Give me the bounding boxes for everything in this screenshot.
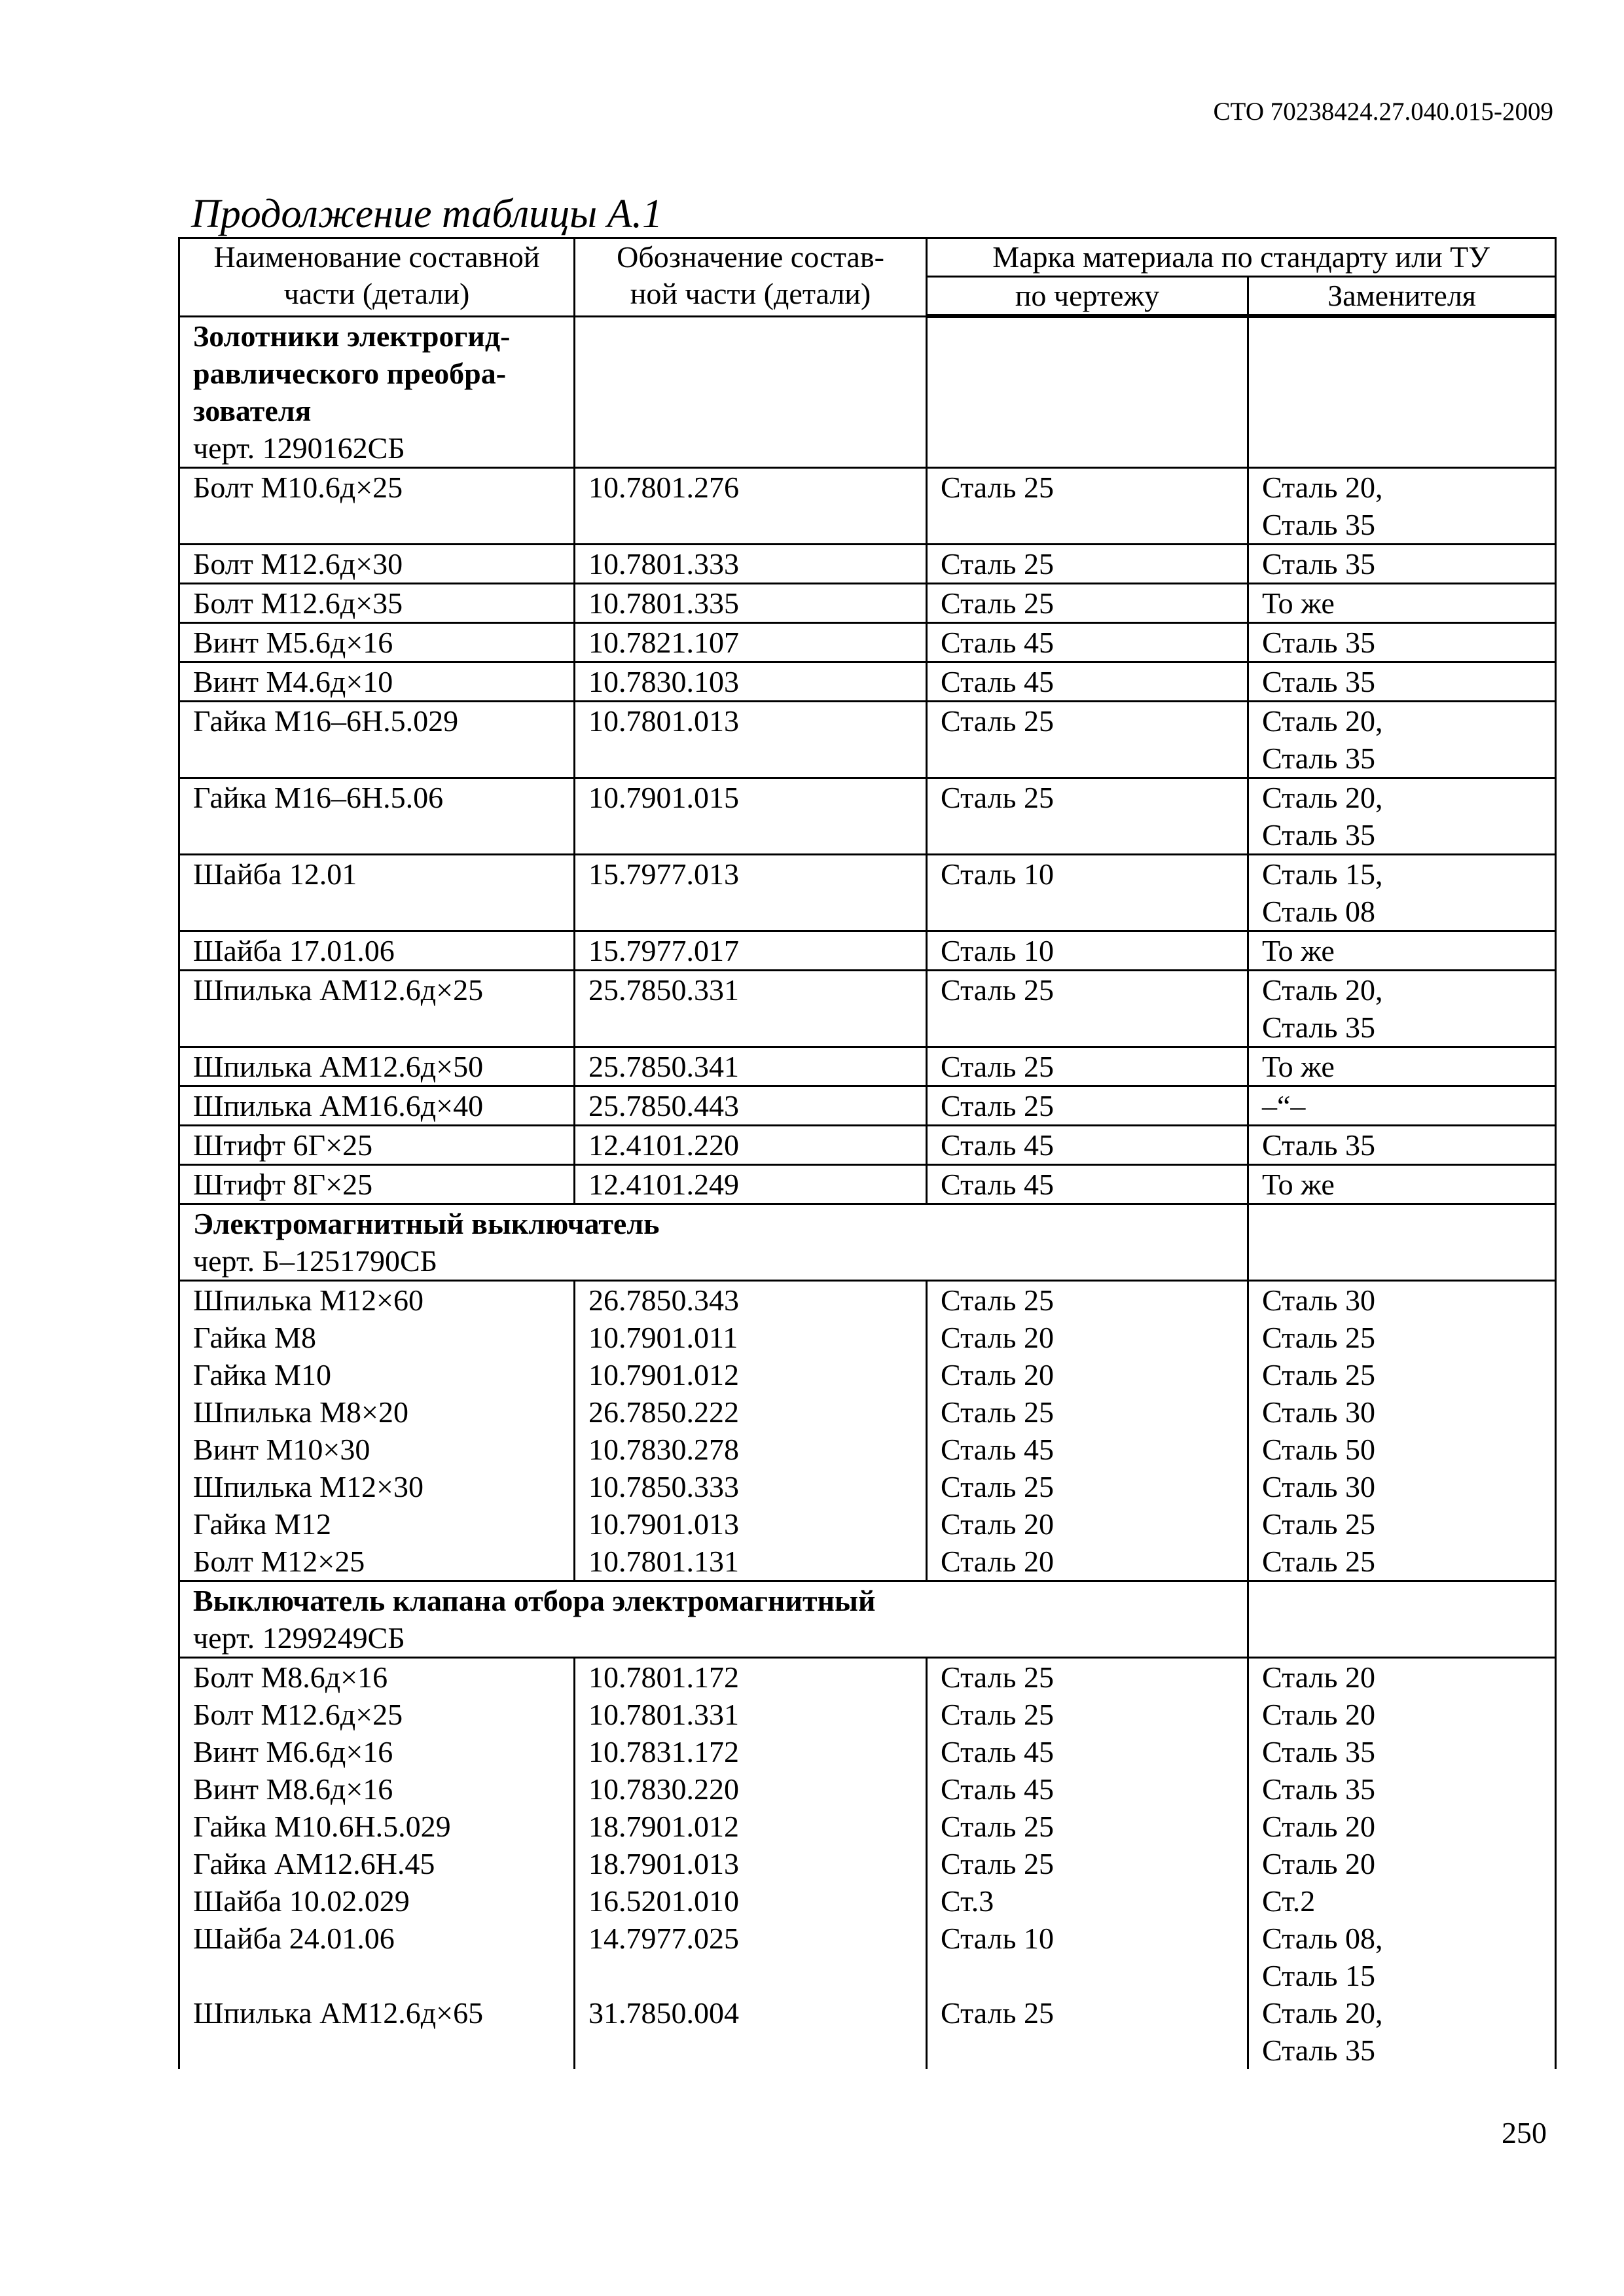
table-cell: То же <box>1248 1164 1556 1204</box>
table-row <box>179 1657 1556 1696</box>
table-cell: Сталь 20 <box>1248 1657 1556 1696</box>
table-cell: Гайка М16–6Н.5.029 <box>179 701 575 778</box>
table-cell: 10.7830.220 <box>575 1770 927 1808</box>
table-cell: Штифт 8Г×25 <box>179 1164 575 1204</box>
table-row <box>179 931 1556 970</box>
table-cell: Сталь 20 <box>927 1356 1248 1393</box>
table-row <box>179 1543 1556 1581</box>
table-row <box>179 1356 1556 1393</box>
table-cell: 25.7850.331 <box>575 970 927 1047</box>
table-cell: Сталь 15, Сталь 08 <box>1248 854 1556 931</box>
table-cell: Сталь 25 <box>927 1280 1248 1319</box>
table-cell: 31.7850.004 <box>575 1994 927 2069</box>
table-cell: 10.7801.131 <box>575 1543 927 1581</box>
table-cell: Сталь 10 <box>927 854 1248 931</box>
table-cell: 26.7850.222 <box>575 1393 927 1431</box>
table-cell: 10.7801.335 <box>575 583 927 622</box>
table-cell: Сталь 25 <box>1248 1505 1556 1543</box>
table-cell: Гайка М16–6Н.5.06 <box>179 778 575 854</box>
table-cell: 10.7801.333 <box>575 544 927 583</box>
table-cell: Сталь 25 <box>927 1047 1248 1086</box>
table-cell: Гайка М10.6Н.5.029 <box>179 1808 575 1845</box>
table-cell: Сталь 20 <box>927 1543 1248 1581</box>
table-row <box>179 1696 1556 1733</box>
table-row <box>179 1994 1556 2069</box>
table-cell: Болт М12.6д×30 <box>179 544 575 583</box>
header-part-name: Наименование составной части (детали) <box>179 238 575 317</box>
table-cell: Сталь 08, Сталь 15 <box>1248 1920 1556 1994</box>
section-header: Золотники электрогид- равлического преобра- зователя черт. 1290162СБ <box>179 316 1556 467</box>
table-cell: Сталь 20, Сталь 35 <box>1248 467 1556 544</box>
table-cell: Шайба 10.02.029 <box>179 1882 575 1920</box>
table-cell: 25.7850.443 <box>575 1086 927 1125</box>
table-cell: Шпилька АМ12.6д×65 <box>179 1994 575 2069</box>
table-cell: 10.7850.333 <box>575 1468 927 1505</box>
table-cell: Сталь 20 <box>1248 1696 1556 1733</box>
table-cell: Сталь 25 <box>927 1086 1248 1125</box>
section-header: Выключатель клапана отбора электромагнитный черт. 1299249СБ <box>179 1581 1556 1657</box>
table-cell: Шпилька М12×60 <box>179 1280 575 1319</box>
table-cell: Болт М12×25 <box>179 1543 575 1581</box>
table-row <box>179 1468 1556 1505</box>
table-cell: 10.7901.012 <box>575 1356 927 1393</box>
table-row <box>179 1164 1556 1204</box>
table-cell: Болт М8.6д×16 <box>179 1657 575 1696</box>
table-cell: Сталь 10 <box>927 931 1248 970</box>
section-header: Электромагнитный выключатель черт. Б–1251790СБ <box>179 1204 1556 1280</box>
table-cell: Штифт 6Г×25 <box>179 1125 575 1164</box>
table-row <box>179 1393 1556 1431</box>
header-part-code: Обозначение состав- ной части (детали) <box>575 238 927 317</box>
table-cell: Сталь 35 <box>1248 662 1556 701</box>
table-cell: Сталь 45 <box>927 1125 1248 1164</box>
table-row <box>179 1920 1556 1994</box>
table-cell: Сталь 25 <box>927 1808 1248 1845</box>
table-cell: Гайка М12 <box>179 1505 575 1543</box>
table-cell: 10.7901.015 <box>575 778 927 854</box>
table-row <box>179 970 1556 1047</box>
table-cell: Сталь 25 <box>927 701 1248 778</box>
materials-table <box>178 237 1557 2069</box>
table-cell: 10.7830.278 <box>575 1431 927 1468</box>
table-cell: –“– <box>1248 1086 1556 1125</box>
table-cell: Сталь 45 <box>927 622 1248 662</box>
table-cell: Сталь 45 <box>927 1770 1248 1808</box>
table-row <box>179 854 1556 931</box>
table-cell: Сталь 25 <box>927 1393 1248 1431</box>
table-cell: Ст.3 <box>927 1882 1248 1920</box>
table-cell: Болт М12.6д×25 <box>179 1696 575 1733</box>
table-row <box>179 701 1556 778</box>
table-cell: Сталь 25 <box>927 1657 1248 1696</box>
table-cell: 10.7801.013 <box>575 701 927 778</box>
table-cell: Сталь 45 <box>927 1164 1248 1204</box>
table-row <box>179 1431 1556 1468</box>
table-cell: Шпилька АМ16.6д×40 <box>179 1086 575 1125</box>
table-cell: 18.7901.012 <box>575 1808 927 1845</box>
table-cell: 14.7977.025 <box>575 1920 927 1994</box>
header-per-drawing: по чертежу <box>927 277 1248 317</box>
table-cell: Болт М10.6д×25 <box>179 467 575 544</box>
table-cell: 25.7850.341 <box>575 1047 927 1086</box>
table-cell: Сталь 25 <box>927 1845 1248 1882</box>
table-cell: 10.7801.276 <box>575 467 927 544</box>
table-row <box>179 583 1556 622</box>
table-cell: Сталь 35 <box>1248 1125 1556 1164</box>
table-row <box>179 1733 1556 1770</box>
table-cell: Сталь 25 <box>927 970 1248 1047</box>
table-cell: Шпилька М8×20 <box>179 1393 575 1431</box>
table-cell: Винт М10×30 <box>179 1431 575 1468</box>
table-cell: Сталь 25 <box>927 1468 1248 1505</box>
table-cell: 10.7801.172 <box>575 1657 927 1696</box>
table-cell: Сталь 10 <box>927 1920 1248 1994</box>
table-cell: Винт М4.6д×10 <box>179 662 575 701</box>
table-cell: Сталь 20, Сталь 35 <box>1248 701 1556 778</box>
table-cell: 10.7821.107 <box>575 622 927 662</box>
table-cell: Сталь 45 <box>927 662 1248 701</box>
table-cell: Гайка М8 <box>179 1319 575 1356</box>
table-cell: Сталь 20, Сталь 35 <box>1248 1994 1556 2069</box>
table-cell: 10.7901.011 <box>575 1319 927 1356</box>
table-cell: Винт М5.6д×16 <box>179 622 575 662</box>
table-cell: Сталь 25 <box>927 1994 1248 2069</box>
table-cell: Сталь 45 <box>927 1733 1248 1770</box>
table-cell: Сталь 25 <box>927 467 1248 544</box>
table-cell: Сталь 25 <box>927 778 1248 854</box>
table-row <box>179 1319 1556 1356</box>
table-row <box>179 544 1556 583</box>
table-cell: 26.7850.343 <box>575 1280 927 1319</box>
header-substitute: Заменителя <box>1248 277 1556 317</box>
table-cell: Сталь 20 <box>927 1505 1248 1543</box>
table-cell: Болт М12.6д×35 <box>179 583 575 622</box>
table-cell: Сталь 25 <box>1248 1356 1556 1393</box>
page-number: 250 <box>1502 2116 1547 2149</box>
table-cell: Сталь 30 <box>1248 1468 1556 1505</box>
table-cell: Сталь 25 <box>1248 1543 1556 1581</box>
table-cell: Шпилька АМ12.6д×50 <box>179 1047 575 1086</box>
table-cell: 12.4101.249 <box>575 1164 927 1204</box>
table-cell: 16.5201.010 <box>575 1882 927 1920</box>
table-row <box>179 1505 1556 1543</box>
table-cell: Сталь 25 <box>927 583 1248 622</box>
table-cell: Сталь 50 <box>1248 1431 1556 1468</box>
table-row <box>179 1086 1556 1125</box>
table-row <box>179 1125 1556 1164</box>
table-cell: Сталь 30 <box>1248 1393 1556 1431</box>
table-cell: 18.7901.013 <box>575 1845 927 1882</box>
table-cell: Ст.2 <box>1248 1882 1556 1920</box>
table-row <box>179 1808 1556 1845</box>
table-cell: 10.7801.331 <box>575 1696 927 1733</box>
table-cell: 10.7831.172 <box>575 1733 927 1770</box>
table-cell: Сталь 25 <box>927 544 1248 583</box>
table-cell: Шпилька М12×30 <box>179 1468 575 1505</box>
table-cell: Гайка АМ12.6Н.45 <box>179 1845 575 1882</box>
table-cell: То же <box>1248 931 1556 970</box>
table-cell: 15.7977.013 <box>575 854 927 931</box>
table-cell: Сталь 35 <box>1248 622 1556 662</box>
table-cell: 15.7977.017 <box>575 931 927 970</box>
table-cell: Сталь 35 <box>1248 1733 1556 1770</box>
document-code: СТО 70238424.27.040.015-2009 <box>1213 98 1553 126</box>
table-cell: Сталь 35 <box>1248 544 1556 583</box>
table-cell: Гайка М10 <box>179 1356 575 1393</box>
table-row <box>179 1047 1556 1086</box>
table-cell: Шайба 12.01 <box>179 854 575 931</box>
table-row <box>179 1882 1556 1920</box>
table-row <box>179 1280 1556 1319</box>
table-cell: Сталь 25 <box>1248 1319 1556 1356</box>
table-cell: Сталь 20 <box>1248 1808 1556 1845</box>
table-row <box>179 1770 1556 1808</box>
table-cell: Сталь 20, Сталь 35 <box>1248 970 1556 1047</box>
table-cell: Сталь 20 <box>1248 1845 1556 1882</box>
table-row <box>179 662 1556 701</box>
table-cell: Винт М8.6д×16 <box>179 1770 575 1808</box>
table-cell: То же <box>1248 1047 1556 1086</box>
table-cell: Винт М6.6д×16 <box>179 1733 575 1770</box>
table-cell: 10.7830.103 <box>575 662 927 701</box>
table-cell: 10.7901.013 <box>575 1505 927 1543</box>
table-caption: Продолжение таблицы А.1 <box>191 192 663 236</box>
table-row <box>179 778 1556 854</box>
table-row <box>179 467 1556 544</box>
table-cell: Сталь 25 <box>927 1696 1248 1733</box>
table-cell: Шпилька АМ12.6д×25 <box>179 970 575 1047</box>
header-material-grade: Марка материала по стандарту или ТУ <box>927 238 1556 277</box>
table-cell: Сталь 45 <box>927 1431 1248 1468</box>
table-cell: То же <box>1248 583 1556 622</box>
table-row <box>179 622 1556 662</box>
table-cell: Сталь 20 <box>927 1319 1248 1356</box>
table-cell: Шайба 24.01.06 <box>179 1920 575 1994</box>
table-cell: Шайба 17.01.06 <box>179 931 575 970</box>
table-cell: 12.4101.220 <box>575 1125 927 1164</box>
table-cell: Сталь 35 <box>1248 1770 1556 1808</box>
table-cell: Сталь 30 <box>1248 1280 1556 1319</box>
table-cell: Сталь 20, Сталь 35 <box>1248 778 1556 854</box>
table-row <box>179 1845 1556 1882</box>
